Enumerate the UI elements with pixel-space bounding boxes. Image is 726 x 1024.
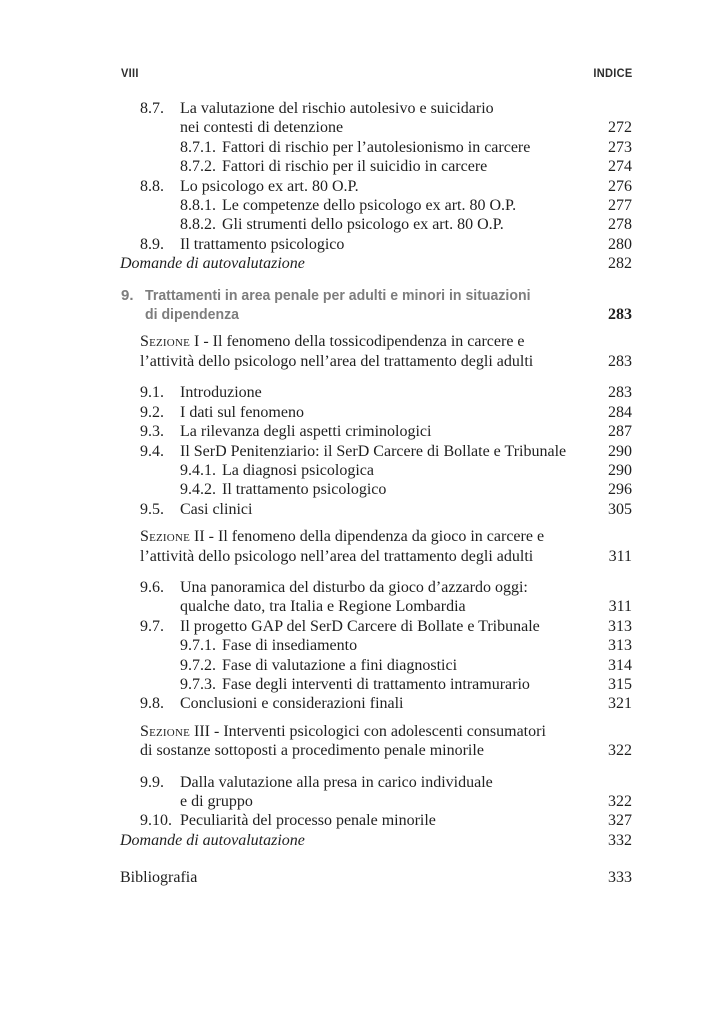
toc-entry-title: Il progetto GAP del SerD Carcere di Bollate e Tribunale (180, 617, 540, 635)
page-number-roman: VIII (121, 66, 139, 80)
toc-entry-title: Il trattamento psicologico (222, 481, 387, 499)
toc-entry (120, 500, 632, 519)
toc-entry-title: Domande di autovalutazione (120, 831, 305, 849)
toc-page-number: 311 (608, 598, 632, 616)
toc-page-number: 290 (608, 442, 632, 460)
toc-entry-number: 9.6. (140, 578, 164, 596)
toc-page-number: 315 (608, 675, 632, 693)
toc-entry-title: Le competenze dello psicologo ex art. 80 O.P. (222, 197, 517, 215)
section-label-smallcaps: Sezione (140, 528, 191, 546)
toc-page-number: 278 (608, 216, 632, 234)
toc-page-number: 322 (608, 742, 632, 760)
toc-subentry (120, 480, 632, 499)
toc-subentry (120, 636, 632, 655)
toc-entry-title: La valutazione del rischio autolesivo e suicidario nei contesti di detenzione (180, 100, 494, 137)
toc-page-number: 327 (608, 812, 632, 830)
toc-page-number: 282 (608, 255, 632, 273)
toc-entry-title: Trattamenti in area penale per adulti e minori in situazioni di dipendenza (145, 286, 531, 324)
toc-page-number: 296 (608, 481, 632, 499)
toc-entry-number: 8.7.1. (180, 138, 216, 156)
toc-page-number: 321 (608, 695, 632, 713)
toc-entry-title: Casi clinici (180, 500, 253, 518)
toc-page-number: 280 (608, 235, 632, 253)
toc-page-number: 313 (608, 617, 632, 635)
toc-subentry (120, 675, 632, 694)
running-head (121, 66, 632, 80)
toc-entry (120, 694, 632, 713)
toc-entry (120, 383, 632, 402)
toc-subentry (120, 138, 632, 157)
toc-entry-number: 8.8.2. (180, 216, 216, 234)
toc-entry-title: Fase di insediamento (222, 637, 358, 655)
toc-entry-title: Fattori di rischio per il suicidio in carcere (222, 158, 488, 176)
toc-entry-title: Fattori di rischio per l’autolesionismo in carcere (222, 138, 531, 156)
toc-entry-number: 9.9. (140, 773, 164, 791)
toc-page-number: 283 (608, 384, 632, 402)
toc-page-number: 274 (608, 158, 632, 176)
toc-page-number: 273 (608, 138, 632, 156)
toc-section-heading (120, 332, 632, 371)
toc-subentry (120, 215, 632, 234)
toc-entry-number: 8.8. (140, 177, 164, 195)
toc-entry-title: Dalla valutazione alla presa in carico individuale e di gruppo (180, 773, 493, 810)
toc-page-number: 272 (608, 119, 632, 137)
toc-entry-number: 9.4.1. (180, 461, 216, 479)
toc-entry-number: 9.7.1. (180, 637, 216, 655)
toc-entry-title: Sezione III - Interventi psicologici con adolescenti consumatori di sostanze sottoposti a procedimento penale minorile (140, 722, 546, 760)
toc-entry-title: Fase degli interventi di trattamento intramurario (222, 675, 530, 693)
toc-entry-number: 9.3. (140, 423, 164, 441)
toc-entry-number: 9.4.2. (180, 481, 216, 499)
toc-entry-number: 9.8. (140, 695, 164, 713)
toc-section-heading (120, 722, 632, 761)
toc-page-number: 277 (608, 197, 632, 215)
toc-subentry (120, 157, 632, 176)
section-label-smallcaps: Sezione (140, 722, 191, 740)
toc-entry (120, 617, 632, 636)
toc-entry-title: Peculiarità del processo penale minorile (180, 812, 436, 830)
toc-entry-title: Gli strumenti dello psicologo ex art. 80 O.P. (222, 216, 504, 234)
toc-entry-number: 9.7. (140, 617, 164, 635)
toc-entry-title: Sezione I - Il fenomeno della tossicodipendenza in carcere e l’attività dello psicologo nell’area del trattamento degli adulti (140, 333, 534, 370)
bibliography-entry (120, 868, 632, 887)
toc-entry-title: Fase di valutazione a fini diagnostici (222, 656, 458, 674)
toc-page-number: 283 (608, 352, 632, 370)
toc-subentry (120, 656, 632, 675)
toc-entry-number: 8.9. (140, 235, 164, 253)
toc-page-number: 311 (608, 547, 632, 565)
toc-entry-number: 9. (121, 286, 134, 304)
toc-entry-number: 8.7.2. (180, 158, 216, 176)
toc-page-number: 276 (608, 177, 632, 195)
toc-entry (120, 422, 632, 441)
toc-subentry (120, 461, 632, 480)
toc-page-number: 322 (608, 793, 632, 810)
toc-page-number: 333 (608, 869, 632, 887)
toc-entry-number: 8.8.1. (180, 197, 216, 215)
toc-page-number: 287 (608, 423, 632, 441)
toc-entry-number: 9.4. (140, 442, 164, 460)
toc-page-number: 313 (608, 637, 632, 655)
toc-italic-entry (120, 254, 632, 273)
toc-entry-title: Bibliografia (120, 869, 198, 887)
toc-subentry (120, 196, 632, 215)
toc-section-heading (120, 527, 632, 566)
toc-page-number: 290 (608, 461, 632, 479)
toc-entry (120, 811, 632, 830)
section-label-smallcaps: Sezione (140, 333, 191, 351)
toc-entry-title: Sezione II - Il fenomeno della dipendenza da gioco in carcere e l’attività dello psicologo nell’area del trattamento degli adulti (140, 528, 545, 565)
toc-entry-title: Lo psicologo ex art. 80 O.P. (180, 177, 359, 195)
toc-entry-number: 8.7. (140, 100, 164, 117)
toc-entry-title: Il trattamento psicologico (180, 235, 345, 253)
toc-entry-title: La diagnosi psicologica (222, 461, 374, 479)
toc-entry (120, 99, 632, 138)
toc-entry-title: I dati sul fenomeno (180, 403, 304, 421)
toc-entry-number: 9.1. (140, 384, 164, 402)
toc-entry (120, 177, 632, 196)
toc-entry-number: 9.5. (140, 500, 164, 518)
running-head-title: INDICE (592, 66, 632, 80)
toc-page-number: 314 (608, 656, 632, 674)
toc-entry-title: Il SerD Penitenziario: il SerD Carcere di Bollate e Tribunale (180, 442, 567, 460)
toc-entry-title: Conclusioni e considerazioni finali (180, 695, 404, 713)
toc-entry-title: Una panoramica del disturbo da gioco d’azzardo oggi: qualche dato, tra Italia e Regione Lombardia (180, 578, 528, 616)
toc-entry (120, 442, 632, 461)
toc-page-number: 332 (608, 831, 632, 849)
toc-page-number: 283 (608, 306, 632, 324)
toc-entry-title: Introduzione (180, 384, 262, 402)
toc-chapter-heading (120, 286, 632, 325)
toc-page-number: 305 (608, 500, 632, 518)
toc-entry-number: 9.7.3. (180, 675, 216, 693)
toc-entry-title: La rilevanza degli aspetti criminologici (180, 423, 432, 441)
toc-entry (120, 403, 632, 422)
toc-entry (120, 235, 632, 254)
toc-entry (120, 578, 632, 617)
toc-italic-entry (120, 831, 632, 850)
toc-entry-title: Domande di autovalutazione (120, 255, 305, 273)
toc-entry-number: 9.7.2. (180, 656, 216, 674)
toc-entry-number: 9.10. (140, 812, 172, 830)
toc-list (120, 99, 632, 888)
toc-page-number: 284 (608, 403, 632, 421)
toc-entry (120, 773, 632, 812)
toc-entry-number: 9.2. (140, 403, 164, 421)
